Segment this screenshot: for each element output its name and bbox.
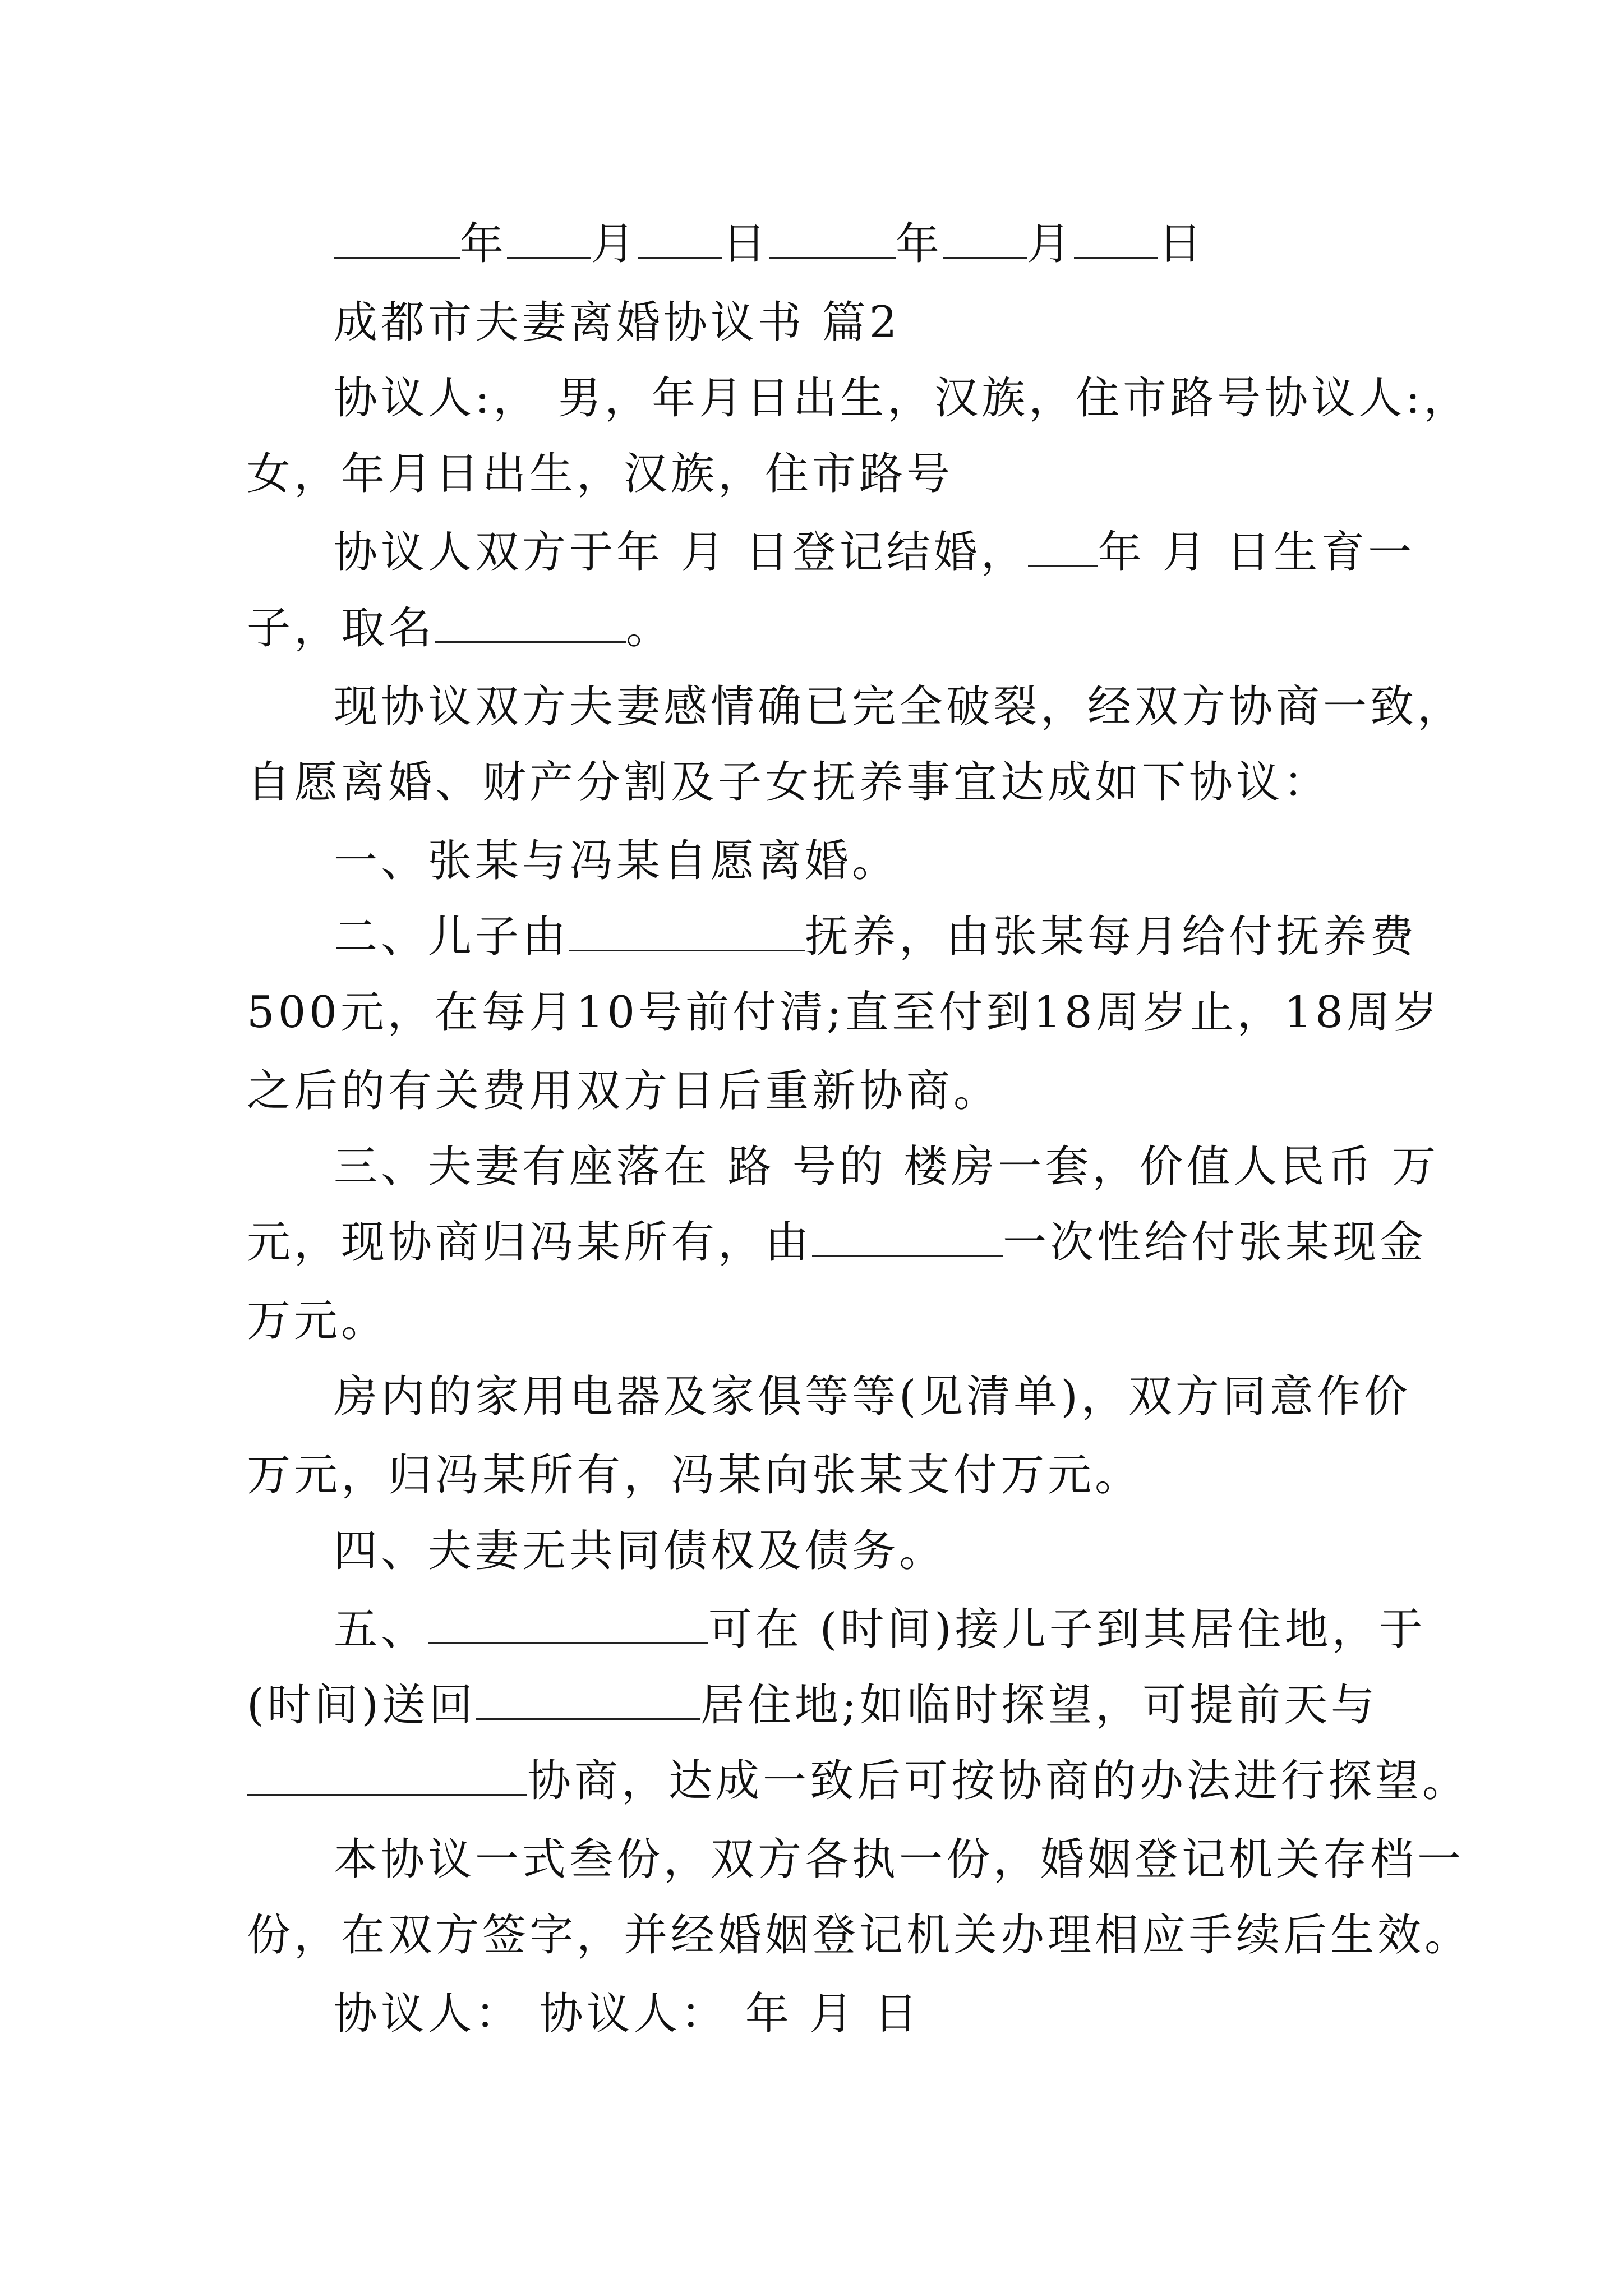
marriage-line-2 xyxy=(247,600,673,656)
clause-2-line-2: 500元，在每月10号前付清;直至付到18周岁止，18周岁 xyxy=(247,987,1441,1038)
blank-day-1 xyxy=(638,218,722,259)
marriage-text-2b: 。 xyxy=(626,603,674,654)
clause-3-line-2 xyxy=(247,1214,1427,1271)
document-title: 成都市夫妻离婚协议书 篇2 xyxy=(334,297,901,348)
blank-negotiator xyxy=(247,1755,527,1796)
clause-1: 一、张某与冯某自愿离婚。 xyxy=(334,836,900,886)
clause-5-line-3 xyxy=(247,1753,1469,1809)
closing-line-2: 份，在双方签字，并经婚姻登记机关办理相应手续后生效。 xyxy=(247,1910,1472,1961)
marriage-text-2a: 子，取名 xyxy=(247,603,436,654)
marriage-line-1 xyxy=(334,524,1415,581)
furniture-line-2: 万元，归冯某所有，冯某向张某支付万元。 xyxy=(247,1450,1142,1501)
blank-day-2 xyxy=(1074,218,1158,259)
marriage-text-1a: 协议人双方于年 月 日登记结婚， xyxy=(334,527,1028,578)
month-label-2: 月 xyxy=(1027,219,1075,269)
clause-3-text-2a: 元，现协商归冯某所有，由 xyxy=(247,1217,813,1268)
clause-5-text-1a: 五、 xyxy=(334,1604,428,1655)
parties-line-1: 协议人:， 男，年月日出生，汉族，住市路号协议人:， xyxy=(334,373,1471,424)
blank-month-2 xyxy=(943,218,1027,259)
blank-year-1 xyxy=(334,218,460,259)
intro-line-1: 现协议双方夫妻感情确已完全破裂，经双方协商一致， xyxy=(334,682,1465,732)
clause-3-line-3: 万元。 xyxy=(247,1296,389,1346)
clause-3-line-1: 三、夫妻有座落在 路 号的 楼房一套，价值人民币 万 xyxy=(334,1142,1440,1192)
month-label-1: 月 xyxy=(591,219,639,269)
parties-line-2: 女，年月日出生，汉族，住市路号 xyxy=(247,449,954,499)
date-line xyxy=(334,216,1205,272)
blank-month-1 xyxy=(507,218,591,259)
day-label-2: 日 xyxy=(1158,219,1206,269)
blank-visitor xyxy=(428,1603,708,1644)
marriage-text-1b: 年 月 日生育一 xyxy=(1098,527,1415,578)
year-label-1: 年 xyxy=(460,219,508,269)
blank-payer xyxy=(812,1216,1003,1257)
year-label-2: 年 xyxy=(896,219,943,269)
clause-5-line-1 xyxy=(334,1602,1426,1658)
clause-2-line-1 xyxy=(334,909,1417,965)
clause-5-line-2 xyxy=(247,1677,1378,1733)
clause-5-text-2a: (时间)送回 xyxy=(247,1680,476,1731)
blank-residence xyxy=(476,1679,700,1720)
clause-2-line-3: 之后的有关费用双方日后重新协商。 xyxy=(247,1066,1001,1116)
blank-child-name xyxy=(435,602,626,643)
blank-year-2 xyxy=(769,218,896,259)
clause-5-text-2b: 居住地;如临时探望，可提前天与 xyxy=(700,1680,1378,1731)
closing-line-1: 本协议一式叁份，双方各执一份，婚姻登记机关存档一 xyxy=(334,1834,1465,1885)
clause-5-text-3: 协商，达成一致后可按协商的办法进行探望。 xyxy=(527,1756,1470,1806)
blank-custodian xyxy=(569,910,805,951)
intro-line-2: 自愿离婚、财产分割及子女抚养事宜达成如下协议： xyxy=(247,757,1331,808)
day-label-1: 日 xyxy=(722,219,770,269)
clause-5-text-1b: 可在 (时间)接儿子到其居住地，于 xyxy=(708,1604,1426,1655)
blank-birth-year xyxy=(1028,526,1098,567)
furniture-line-1: 房内的家用电器及家俱等等(见清单)，双方同意作价 xyxy=(334,1372,1411,1422)
clause-2-text-1a: 二、儿子由 xyxy=(334,912,570,962)
clause-2-text-1b: 抚养，由张某每月给付抚养费 xyxy=(805,912,1418,962)
clause-4: 四、夫妻无共同债权及债务。 xyxy=(334,1526,947,1576)
signature-line: 协议人： 协议人： 年 月 日 xyxy=(334,1989,921,2039)
clause-3-text-2b: 一次性给付张某现金 xyxy=(1003,1217,1427,1268)
